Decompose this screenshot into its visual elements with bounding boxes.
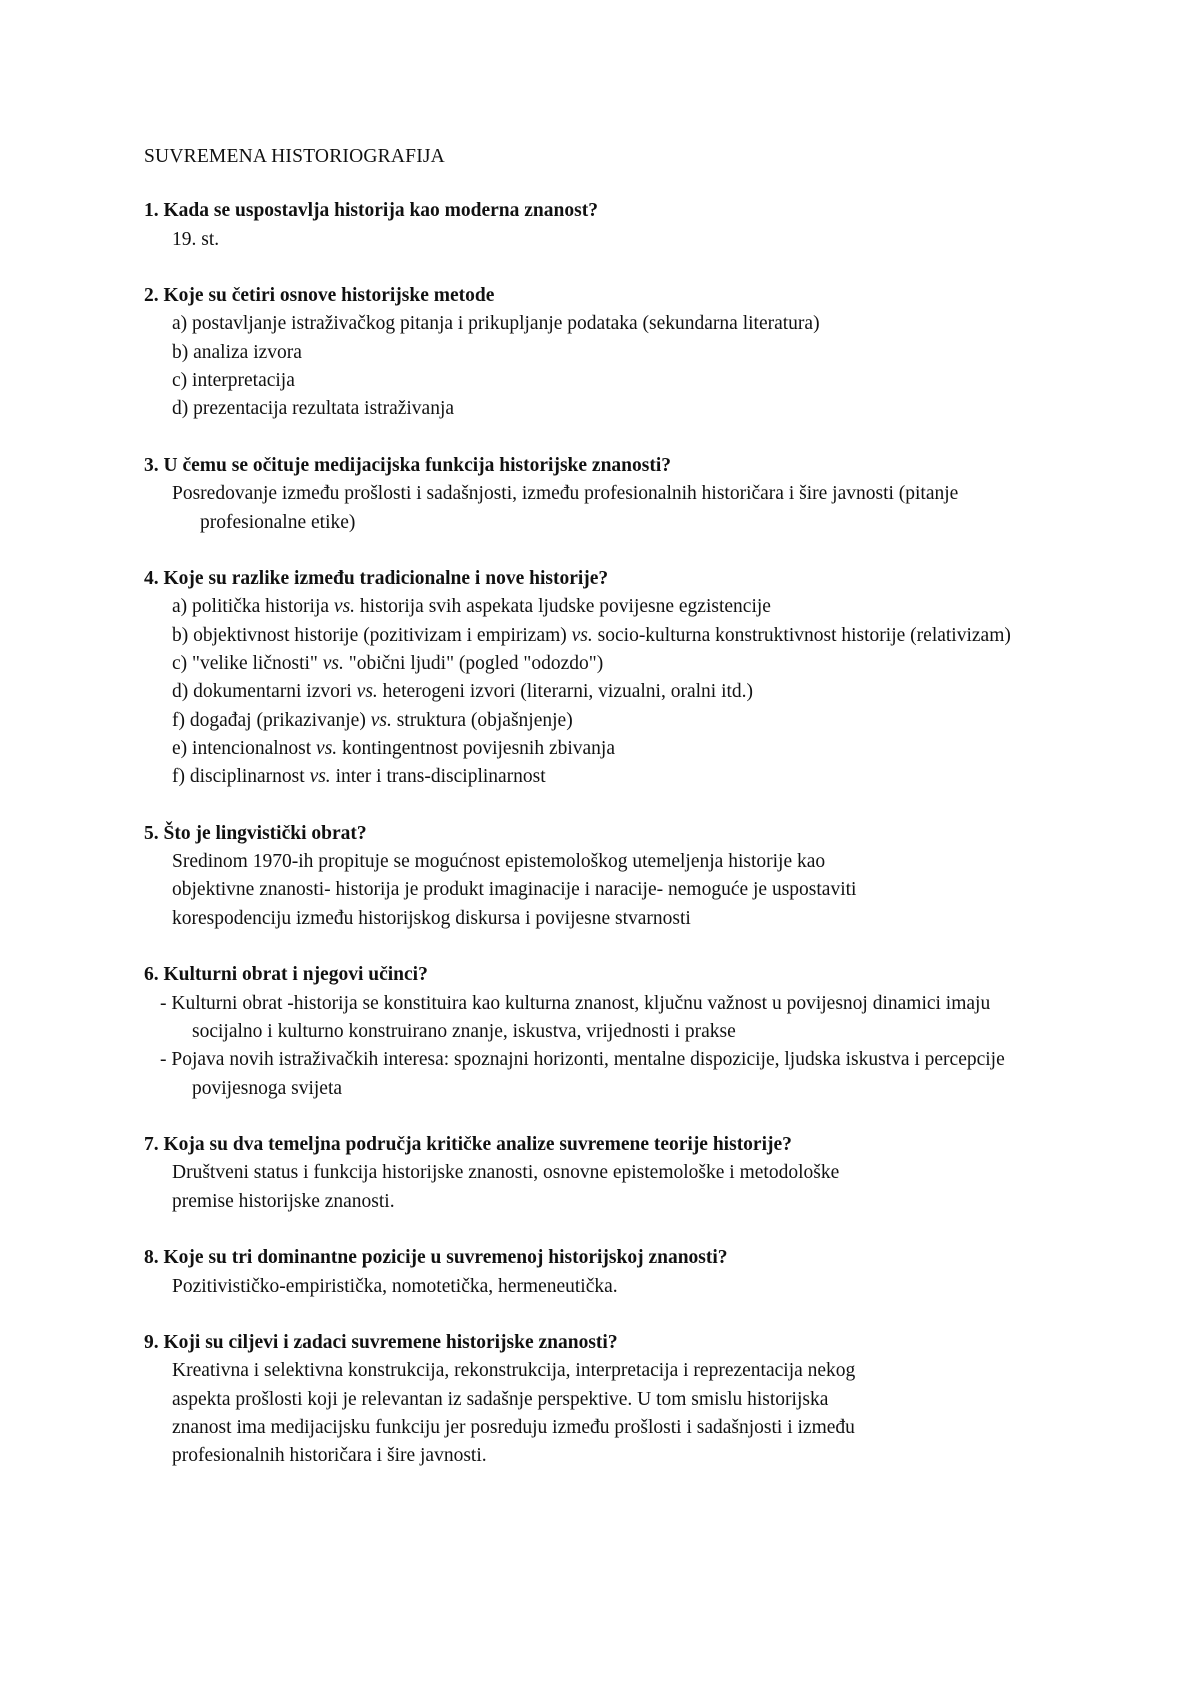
answer: [144, 848, 1064, 933]
answer-line: premise historijske znanosti.: [172, 1190, 395, 1212]
answer-list: [144, 310, 1064, 423]
answer-line: aspekta prošlosti koji je relevantan iz sadašnje perspektive. U tom smislu historijska: [172, 1388, 829, 1410]
question-heading: 9. Koji su ciljevi i zadaci suvremene historijske znanosti?: [144, 1332, 618, 1354]
answer-line: Kreativna i selektivna konstrukcija, rekonstrukcija, interpretacija i reprezentacija nekog: [172, 1360, 856, 1382]
item-new: struktura (objašnjenje): [396, 709, 573, 731]
question-block-4: [144, 565, 1064, 791]
question-block-1: [144, 197, 1064, 254]
question-block-8: [144, 1244, 1064, 1301]
answer: [144, 1159, 1064, 1216]
item-traditional: b) objektivnost historije (pozitivizam i empirizam): [172, 624, 567, 646]
question-heading: 8. Koje su tri dominantne pozicije u suvremenoj historijskoj znanosti?: [144, 1247, 728, 1269]
versus-label: vs.: [571, 624, 593, 646]
item-new: historija svih aspekata ljudske povijesne egzistencije: [359, 596, 771, 618]
list-item: - Kulturni obrat -historija se konstituira kao kulturna znanost, ključnu važnost u povijesnoj dinamici imaju socijalno i kulturno konstruirano znanje, iskustva, vrijednosti i prakse: [160, 992, 991, 1042]
versus-label: vs.: [309, 766, 331, 788]
document-title: SUVREMENA HISTORIOGRAFIJA: [144, 146, 445, 167]
list-item: [172, 650, 1064, 678]
versus-label: vs.: [322, 653, 344, 675]
versus-label: vs.: [370, 709, 392, 731]
item-traditional: f) događaj (prikazivanje): [172, 709, 366, 731]
answer: [144, 226, 1064, 254]
item-new: kontingentnost povijesnih zbivanja: [342, 737, 616, 759]
item-new: heterogeni izvori (literarni, vizualni, oralni itd.): [382, 681, 754, 703]
answer: [144, 1273, 1064, 1301]
answer-line: 19. st.: [172, 228, 220, 250]
question-heading: 6. Kulturni obrat i njegovi učinci?: [144, 964, 428, 986]
question-block-3: [144, 452, 1064, 537]
item-traditional: f) disciplinarnost: [172, 766, 305, 788]
answer: [144, 1357, 1064, 1470]
list-item: [172, 707, 1064, 735]
question-heading: 5. Što je lingvistički obrat?: [144, 822, 367, 844]
item-new: socio-kulturna konstruktivnost historije (relativizam): [597, 624, 1011, 646]
item-traditional: d) dokumentarni izvori: [172, 681, 352, 703]
list-item: [172, 678, 1064, 706]
question-block-6: [144, 961, 1064, 1102]
list-item: - Pojava novih istraživačkih interesa: spoznajni horizonti, mentalne dispozicije, ljudska iskustva i percepcije povijesnoga svijeta: [160, 1049, 1005, 1099]
answer-line: profesionalnih historičara i šire javnosti.: [172, 1445, 487, 1467]
versus-label: vs.: [316, 737, 338, 759]
question-heading: 7. Koja su dva temeljna područja kritičke analize suvremene teorije historije?: [144, 1134, 792, 1156]
versus-label: vs.: [356, 681, 378, 703]
answer-line: objektivne znanosti- historija je produkt imaginacije i naracije- nemoguće je uspostaviti: [172, 879, 857, 901]
question-heading: 1. Kada se uspostavlja historija kao moderna znanost?: [144, 200, 598, 222]
question-heading: 2. Koje su četiri osnove historijske metode: [144, 285, 495, 307]
question-heading: 4. Koje su razlike između tradicionalne i nove historije?: [144, 568, 609, 590]
question-block-5: [144, 820, 1064, 933]
item-traditional: c) "velike ličnosti": [172, 653, 318, 675]
list-item: c) interpretacija: [172, 370, 295, 392]
versus-label: vs.: [333, 596, 356, 618]
list-item: a) postavljanje istraživačkog pitanja i prikupljanje podataka (sekundarna literatura): [172, 313, 820, 335]
answer-line: Sredinom 1970-ih propituje se mogućnost epistemološkog utemeljenja historije kao: [172, 851, 826, 873]
answer-paragraph: Posredovanje između prošlosti i sadašnjosti, između profesionalnih historičara i šire javnosti (pitanje profesionalne etike): [172, 483, 959, 533]
question-block-9: [144, 1329, 1064, 1470]
answer-line: Društveni status i funkcija historijske znanosti, osnovne epistemološke i metodološke: [172, 1162, 840, 1184]
list-item: b) analiza izvora: [172, 341, 302, 363]
answer-line: znanost ima medijacijsku funkciju jer posreduju između prošlosti i sadašnjosti i između: [172, 1417, 855, 1439]
list-item: d) prezentacija rezultata istraživanja: [172, 398, 455, 420]
answer: [144, 480, 1064, 537]
list-item: [172, 763, 1064, 791]
answer-list: [144, 990, 1064, 1103]
item-traditional: a) politička historija: [172, 596, 330, 618]
question-block-7: [144, 1131, 1064, 1216]
question-heading: 3. U čemu se očituje medijacijska funkcija historijske znanosti?: [144, 454, 672, 476]
question-block-2: [144, 282, 1064, 423]
list-item: [172, 735, 1064, 763]
item-new: inter i trans-disciplinarnost: [335, 766, 546, 788]
answer-line: Pozitivističko-empiristička, nomotetička, hermeneutička.: [172, 1275, 618, 1297]
item-traditional: e) intencionalnost: [172, 737, 312, 759]
document-body: [144, 143, 1064, 1499]
item-new: "obični ljudi" (pogled "odozdo"): [343, 653, 604, 675]
list-item: [172, 593, 1064, 621]
answer-line: korespodenciju između historijskog diskursa i povijesne stvarnosti: [172, 907, 691, 929]
answer-list: [144, 593, 1064, 791]
list-item: [172, 622, 1064, 650]
